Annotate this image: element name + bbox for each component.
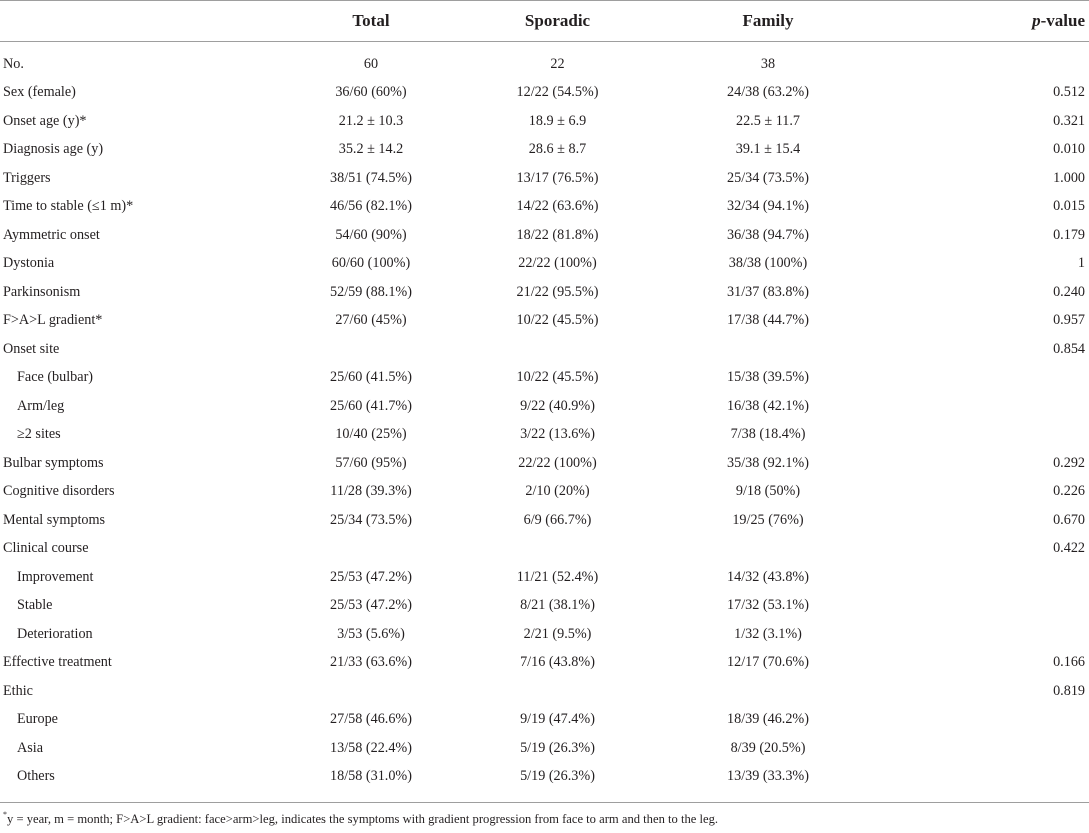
cell-p-value: [864, 364, 1089, 393]
cell-total: 25/53 (47.2%): [330, 568, 412, 585]
row-label: Triggers: [3, 169, 51, 186]
footnote-marker: *: [3, 810, 7, 819]
cell-p-value: 0.226: [1053, 483, 1085, 500]
footnote-text: y = year, m = month; F>A>L gradient: face>arm>leg, indicates the symptoms with gradient progression from face to arm and then to the leg.: [7, 812, 719, 826]
cell-total: 25/60 (41.5%): [330, 369, 412, 386]
cell-p-value: 1.000: [1053, 169, 1085, 186]
footnote-divider: [0, 802, 1089, 803]
table-row: [0, 734, 1089, 763]
cell-family: 14/32 (43.8%): [727, 568, 809, 585]
cell-p-value: 0.422: [1053, 540, 1085, 557]
cell-total: 25/34 (73.5%): [330, 511, 412, 528]
cell-p-value: [864, 763, 1089, 792]
table-row: [0, 250, 1089, 279]
table-row: [0, 592, 1089, 621]
cell-sporadic: 3/22 (13.6%): [520, 426, 595, 443]
table-row: [0, 307, 1089, 336]
cell-total: [249, 335, 441, 364]
cell-total: [249, 535, 441, 564]
cell-sporadic: 14/22 (63.6%): [516, 198, 599, 215]
header-p-value: [864, 1, 1089, 42]
table-row: [0, 535, 1089, 564]
cell-sporadic: 2/21 (9.5%): [523, 625, 592, 642]
cell-total: [249, 677, 441, 706]
cell-family: 39.1 ± 15.4: [735, 141, 801, 158]
row-label: Onset age (y)*: [3, 112, 87, 129]
cell-p-value: 0.015: [1053, 198, 1085, 215]
cell-sporadic: [441, 677, 632, 706]
row-label: Asia: [17, 739, 44, 756]
cell-total: 25/53 (47.2%): [330, 597, 412, 614]
row-label: No.: [3, 55, 24, 72]
cell-sporadic: 22: [550, 55, 565, 72]
cell-family: 8/39 (20.5%): [730, 739, 806, 756]
table-row: [0, 335, 1089, 364]
table-row: [0, 649, 1089, 678]
cell-sporadic: 9/19 (47.4%): [520, 711, 595, 728]
table-row: [0, 42, 1089, 79]
cell-p-value: 0.240: [1053, 283, 1085, 300]
cell-family: 12/17 (70.6%): [727, 654, 809, 671]
cell-total: 46/56 (82.1%): [330, 198, 412, 215]
cell-p-value: 0.166: [1053, 654, 1085, 671]
cell-total: 3/53 (5.6%): [337, 625, 405, 642]
cell-family: 25/34 (73.5%): [727, 169, 809, 186]
cell-total: 52/59 (88.1%): [330, 283, 412, 300]
cell-total: 54/60 (90%): [335, 226, 407, 243]
cell-sporadic: 11/21 (52.4%): [516, 568, 599, 585]
cell-p-value: [864, 734, 1089, 763]
cell-sporadic: [441, 535, 632, 564]
table-row: [0, 164, 1089, 193]
cell-sporadic: 12/22 (54.5%): [516, 84, 599, 101]
cell-p-value: [864, 706, 1089, 735]
cell-sporadic: 10/22 (45.5%): [516, 312, 599, 329]
table-row: [0, 706, 1089, 735]
cell-sporadic: [441, 335, 632, 364]
cell-family: 7/38 (18.4%): [730, 426, 806, 443]
cell-p-value: [864, 42, 1089, 79]
cell-p-value: 0.819: [1053, 682, 1085, 699]
cell-p-value: [864, 392, 1089, 421]
row-label: Improvement: [17, 568, 94, 585]
footnote: [3, 812, 718, 827]
row-label: Sex (female): [3, 84, 76, 101]
cell-total: 36/60 (60%): [335, 84, 407, 101]
row-label: ≥2 sites: [17, 426, 61, 443]
cell-total: 57/60 (95%): [335, 454, 407, 471]
table-row: [0, 364, 1089, 393]
cell-family: 38: [760, 55, 776, 72]
cell-sporadic: 9/22 (40.9%): [520, 397, 595, 414]
header-p-italic: p: [1032, 11, 1041, 30]
cell-p-value: 0.010: [1053, 141, 1085, 158]
cell-total: 38/51 (74.5%): [330, 169, 412, 186]
cell-total: 27/58 (46.6%): [330, 711, 412, 728]
cell-total: 60/60 (100%): [331, 255, 411, 272]
row-label: Time to stable (≤1 m)*: [3, 198, 134, 215]
cell-p-value: 0.179: [1053, 226, 1085, 243]
row-label: Face (bulbar): [17, 369, 94, 386]
row-label: Others: [17, 768, 55, 785]
cell-total: 27/60 (45%): [335, 312, 407, 329]
row-label: Parkinsonism: [3, 283, 81, 300]
cell-p-value: 0.292: [1053, 454, 1085, 471]
cell-p-value: [864, 421, 1089, 450]
header-label: [0, 1, 249, 42]
cell-family: 38/38 (100%): [728, 255, 808, 272]
row-label: Bulbar symptoms: [3, 454, 104, 471]
table-row: [0, 193, 1089, 222]
cell-sporadic: 22/22 (100%): [518, 454, 597, 471]
cell-total: 10/40 (25%): [335, 426, 407, 443]
cell-sporadic: 8/21 (38.1%): [520, 597, 595, 614]
row-label: Deterioration: [17, 625, 93, 642]
table-row: [0, 136, 1089, 165]
table-row: [0, 107, 1089, 136]
cell-sporadic: 21/22 (95.5%): [516, 283, 599, 300]
cell-p-value: [864, 620, 1089, 649]
row-label: Cognitive disorders: [3, 483, 115, 500]
row-label: Onset site: [3, 340, 60, 357]
cell-sporadic: 10/22 (45.5%): [516, 369, 599, 386]
cell-total: 11/28 (39.3%): [330, 483, 412, 500]
cell-family: 22.5 ± 11.7: [735, 112, 800, 129]
row-label: Stable: [17, 597, 53, 614]
row-label: Effective treatment: [3, 654, 112, 671]
table-row: [0, 620, 1089, 649]
row-label: Arm/leg: [17, 397, 65, 414]
row-label: F>A>L gradient*: [3, 312, 103, 329]
cell-total: 13/58 (22.4%): [330, 739, 412, 756]
cell-sporadic: 28.6 ± 8.7: [528, 141, 587, 158]
cell-sporadic: 2/10 (20%): [525, 483, 590, 500]
cell-family: [632, 535, 864, 564]
table-row: [0, 449, 1089, 478]
cell-sporadic: 5/19 (26.3%): [520, 768, 595, 785]
cell-family: [632, 677, 864, 706]
cell-p-value: 0.670: [1053, 511, 1085, 528]
cell-family: 1/32 (3.1%): [734, 625, 802, 642]
row-label: Mental symptoms: [3, 511, 106, 528]
row-label: Aymmetric onset: [3, 226, 100, 243]
cell-p-value: 0.512: [1053, 84, 1085, 101]
table-row: [0, 506, 1089, 535]
cell-sporadic: 5/19 (26.3%): [520, 739, 595, 756]
cell-total: 21/33 (63.6%): [330, 654, 412, 671]
cell-family: 17/32 (53.1%): [727, 597, 809, 614]
cell-family: 16/38 (42.1%): [727, 397, 809, 414]
table-row: [0, 221, 1089, 250]
table-row: [0, 278, 1089, 307]
cell-total: 35.2 ± 14.2: [338, 141, 404, 158]
table-row: [0, 79, 1089, 108]
header-p-rest: -value: [1040, 11, 1085, 30]
cell-p-value: 0.854: [1053, 340, 1085, 357]
cell-family: 24/38 (63.2%): [727, 84, 809, 101]
cell-family: 19/25 (76%): [732, 511, 804, 528]
cell-family: [632, 335, 864, 364]
cell-total: 25/60 (41.7%): [330, 397, 412, 414]
cell-family: 13/39 (33.3%): [727, 768, 809, 785]
table-row: [0, 677, 1089, 706]
cell-sporadic: 18.9 ± 6.9: [528, 112, 587, 129]
cell-family: 35/38 (92.1%): [727, 454, 809, 471]
table-row: [0, 563, 1089, 592]
cell-sporadic: 18/22 (81.8%): [516, 226, 599, 243]
cell-sporadic: 7/16 (43.8%): [520, 654, 595, 671]
row-label: Diagnosis age (y): [3, 141, 104, 158]
table-row: [0, 421, 1089, 450]
header-sporadic: Sporadic: [441, 1, 632, 42]
cell-sporadic: 22/22 (100%): [518, 255, 597, 272]
row-label: Ethic: [3, 682, 33, 699]
row-label: Clinical course: [3, 540, 89, 557]
cell-p-value: 1: [1077, 255, 1085, 272]
cell-p-value: [864, 592, 1089, 621]
table-row: [0, 478, 1089, 507]
cell-family: 15/38 (39.5%): [727, 369, 809, 386]
cell-p-value: 0.321: [1053, 112, 1085, 129]
header-total: Total: [249, 1, 441, 42]
header-family: Family: [632, 1, 864, 42]
cell-p-value: [864, 563, 1089, 592]
cell-p-value: 0.957: [1053, 312, 1085, 329]
table-row: [0, 763, 1089, 792]
cell-sporadic: 6/9 (66.7%): [523, 511, 592, 528]
table-body: [0, 42, 1089, 792]
cell-family: 32/34 (94.1%): [727, 198, 809, 215]
row-label: Europe: [17, 711, 58, 728]
cell-family: 17/38 (44.7%): [727, 312, 809, 329]
header-row: [0, 1, 1089, 42]
table-row: [0, 392, 1089, 421]
cell-family: 36/38 (94.7%): [727, 226, 809, 243]
cell-family: 18/39 (46.2%): [727, 711, 809, 728]
cell-total: 18/58 (31.0%): [330, 768, 412, 785]
cell-family: 9/18 (50%): [735, 483, 801, 500]
row-label: Dystonia: [3, 255, 55, 272]
cell-family: 31/37 (83.8%): [727, 283, 809, 300]
cell-total: 21.2 ± 10.3: [338, 112, 404, 129]
cell-sporadic: 13/17 (76.5%): [516, 169, 599, 186]
cell-total: 60: [363, 55, 379, 72]
